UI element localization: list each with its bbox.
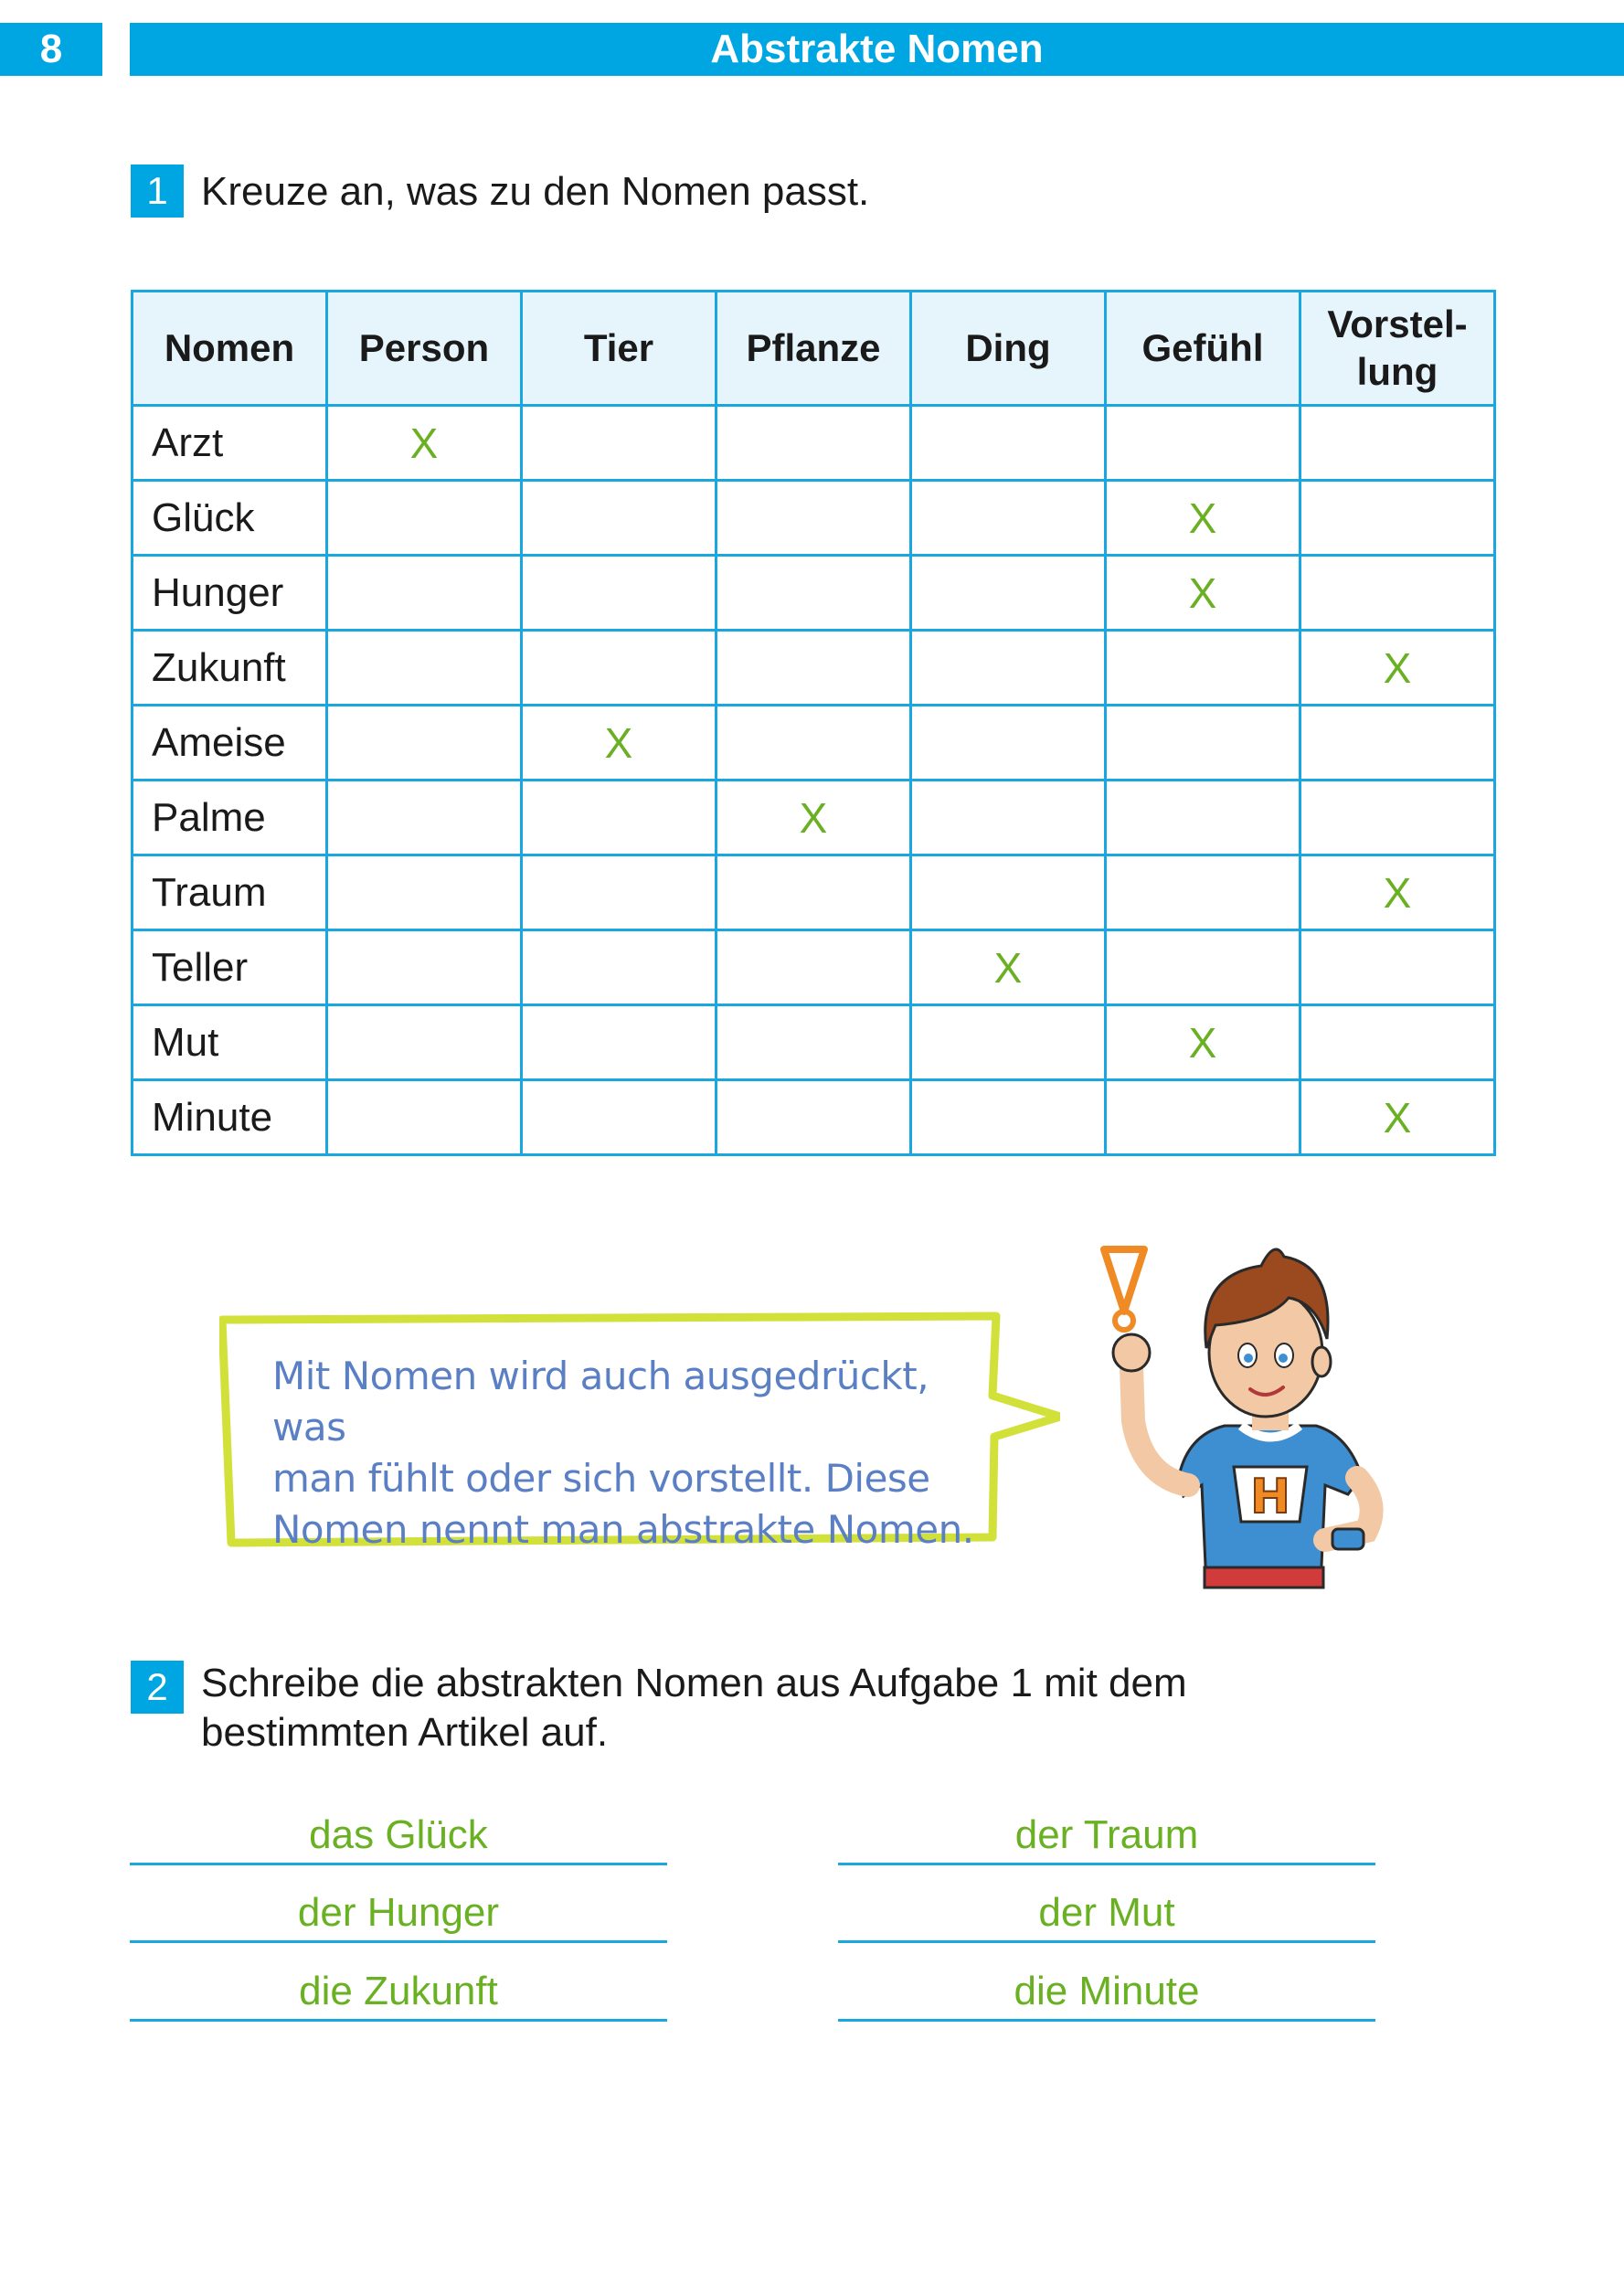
check-mark: X: [409, 419, 439, 467]
task-2-number: 2: [131, 1661, 184, 1714]
category-cell: [327, 631, 522, 706]
task-2-instruction: [201, 1659, 1187, 1758]
task-2-instruction-line-2: bestimmten Artikel auf.: [201, 1710, 609, 1755]
noun-cell: Glück: [133, 481, 327, 556]
category-cell: [716, 1005, 911, 1080]
table-row: [133, 930, 1495, 1005]
table-row: [133, 481, 1495, 556]
answer-left-1: das Glück: [309, 1812, 488, 1857]
category-cell: [327, 706, 522, 781]
table-row: [133, 406, 1495, 481]
answer-right-1: der Traum: [1014, 1812, 1199, 1857]
answer-left-2: der Hunger: [297, 1890, 500, 1935]
category-cell: [522, 855, 716, 930]
noun-cell: Arzt: [133, 406, 327, 481]
header-nomen: Nomen: [133, 292, 327, 406]
header-person: Person: [327, 292, 522, 406]
table-row: [133, 855, 1495, 930]
category-cell: [716, 781, 911, 855]
answer-left-3: die Zukunft: [299, 1969, 498, 2013]
category-cell: [1106, 481, 1300, 556]
category-cell: [1300, 406, 1495, 481]
table-row: [133, 706, 1495, 781]
table-row: [133, 1005, 1495, 1080]
category-cell: [911, 556, 1106, 631]
category-cell: [911, 631, 1106, 706]
noun-cell: Zukunft: [133, 631, 327, 706]
task-1-instruction: Kreuze an, was zu den Nomen passt.: [201, 169, 870, 214]
bubble-line-1: Mit Nomen wird auch ausgedrückt, was: [272, 1354, 929, 1450]
category-cell: [1300, 855, 1495, 930]
category-cell: [911, 706, 1106, 781]
page-title: Abstrakte Nomen: [130, 23, 1624, 76]
table-row: [133, 556, 1495, 631]
category-cell: [327, 1005, 522, 1080]
check-mark: X: [1383, 643, 1412, 692]
category-cell: [911, 855, 1106, 930]
header-tier: Tier: [522, 292, 716, 406]
category-cell: [1300, 631, 1495, 706]
check-mark: X: [604, 718, 633, 767]
category-cell: [716, 406, 911, 481]
check-mark: X: [1383, 1093, 1412, 1142]
header-pflanze: Pflanze: [716, 292, 911, 406]
header-vorstellung: [1300, 292, 1495, 406]
page-number: 8: [0, 23, 102, 76]
category-cell: [327, 481, 522, 556]
category-cell: [911, 406, 1106, 481]
category-cell: [716, 556, 911, 631]
answer-right-2: der Mut: [1038, 1890, 1175, 1935]
category-cell: [327, 855, 522, 930]
category-cell: [1300, 781, 1495, 855]
category-cell: [1106, 556, 1300, 631]
category-cell: [1300, 1005, 1495, 1080]
category-cell: [522, 706, 716, 781]
answer-line: [130, 2019, 667, 2022]
noun-cell: Hunger: [133, 556, 327, 631]
category-cell: [716, 855, 911, 930]
category-cell: [1106, 631, 1300, 706]
category-cell: [716, 706, 911, 781]
category-cell: [911, 481, 1106, 556]
answer-line: [838, 1863, 1375, 1865]
noun-cell: Traum: [133, 855, 327, 930]
category-cell: [1106, 706, 1300, 781]
category-cell: [1300, 930, 1495, 1005]
category-cell: [911, 1080, 1106, 1155]
task-1-number: 1: [131, 165, 184, 218]
category-cell: [1300, 1080, 1495, 1155]
table-row: [133, 781, 1495, 855]
category-cell: [716, 631, 911, 706]
category-cell: [327, 406, 522, 481]
table-row: [133, 1080, 1495, 1155]
category-cell: [1300, 481, 1495, 556]
table-row: [133, 631, 1495, 706]
category-cell: [522, 481, 716, 556]
task-2-instruction-line-1: Schreibe die abstrakten Nomen aus Aufgabe 1 mit dem: [201, 1661, 1187, 1705]
category-cell: [1106, 1005, 1300, 1080]
answer-right-3: die Minute: [1014, 1969, 1200, 2013]
bubble-line-3: Nomen nennt man abstrakte Nomen.: [272, 1507, 974, 1552]
answer-line: [130, 1863, 667, 1865]
category-cell: [716, 930, 911, 1005]
answer-line: [130, 1940, 667, 1943]
check-mark: X: [993, 943, 1023, 992]
category-cell: [522, 781, 716, 855]
check-mark: X: [1188, 1018, 1217, 1067]
category-cell: [716, 481, 911, 556]
noun-cell: Mut: [133, 1005, 327, 1080]
category-cell: [522, 1005, 716, 1080]
category-cell: [1106, 855, 1300, 930]
category-cell: [911, 781, 1106, 855]
category-cell: [327, 556, 522, 631]
category-cell: [327, 930, 522, 1005]
category-cell: [327, 1080, 522, 1155]
noun-cell: Palme: [133, 781, 327, 855]
category-cell: [1106, 406, 1300, 481]
check-mark: X: [1383, 868, 1412, 917]
header-ding: Ding: [911, 292, 1106, 406]
header-vorstellung-text: Vorstel- lung: [1327, 303, 1468, 393]
category-cell: [522, 930, 716, 1005]
check-mark: X: [799, 793, 828, 842]
noun-cell: Ameise: [133, 706, 327, 781]
answer-line: [838, 1940, 1375, 1943]
category-cell: [911, 1005, 1106, 1080]
category-cell: [522, 406, 716, 481]
category-cell: [522, 556, 716, 631]
shirt-letter: H: [1250, 1470, 1290, 1524]
table-header-row: [133, 292, 1495, 406]
noun-cell: Minute: [133, 1080, 327, 1155]
category-cell: [522, 1080, 716, 1155]
check-mark: X: [1188, 568, 1217, 617]
category-cell: [1106, 781, 1300, 855]
check-mark: X: [1188, 494, 1217, 542]
category-cell: [1300, 706, 1495, 781]
category-cell: [1300, 556, 1495, 631]
noun-category-table: [131, 290, 1496, 1156]
header-gefuehl: Gefühl: [1106, 292, 1300, 406]
speech-bubble-text: [272, 1351, 985, 1556]
category-cell: [1106, 930, 1300, 1005]
answer-line: [838, 2019, 1375, 2022]
bubble-line-2: man fühlt oder sich vorstellt. Diese: [272, 1456, 930, 1501]
category-cell: [911, 930, 1106, 1005]
category-cell: [327, 781, 522, 855]
category-cell: [1106, 1080, 1300, 1155]
category-cell: [716, 1080, 911, 1155]
mascot-boy-illustration: [1088, 1238, 1398, 1590]
category-cell: [522, 631, 716, 706]
noun-cell: Teller: [133, 930, 327, 1005]
